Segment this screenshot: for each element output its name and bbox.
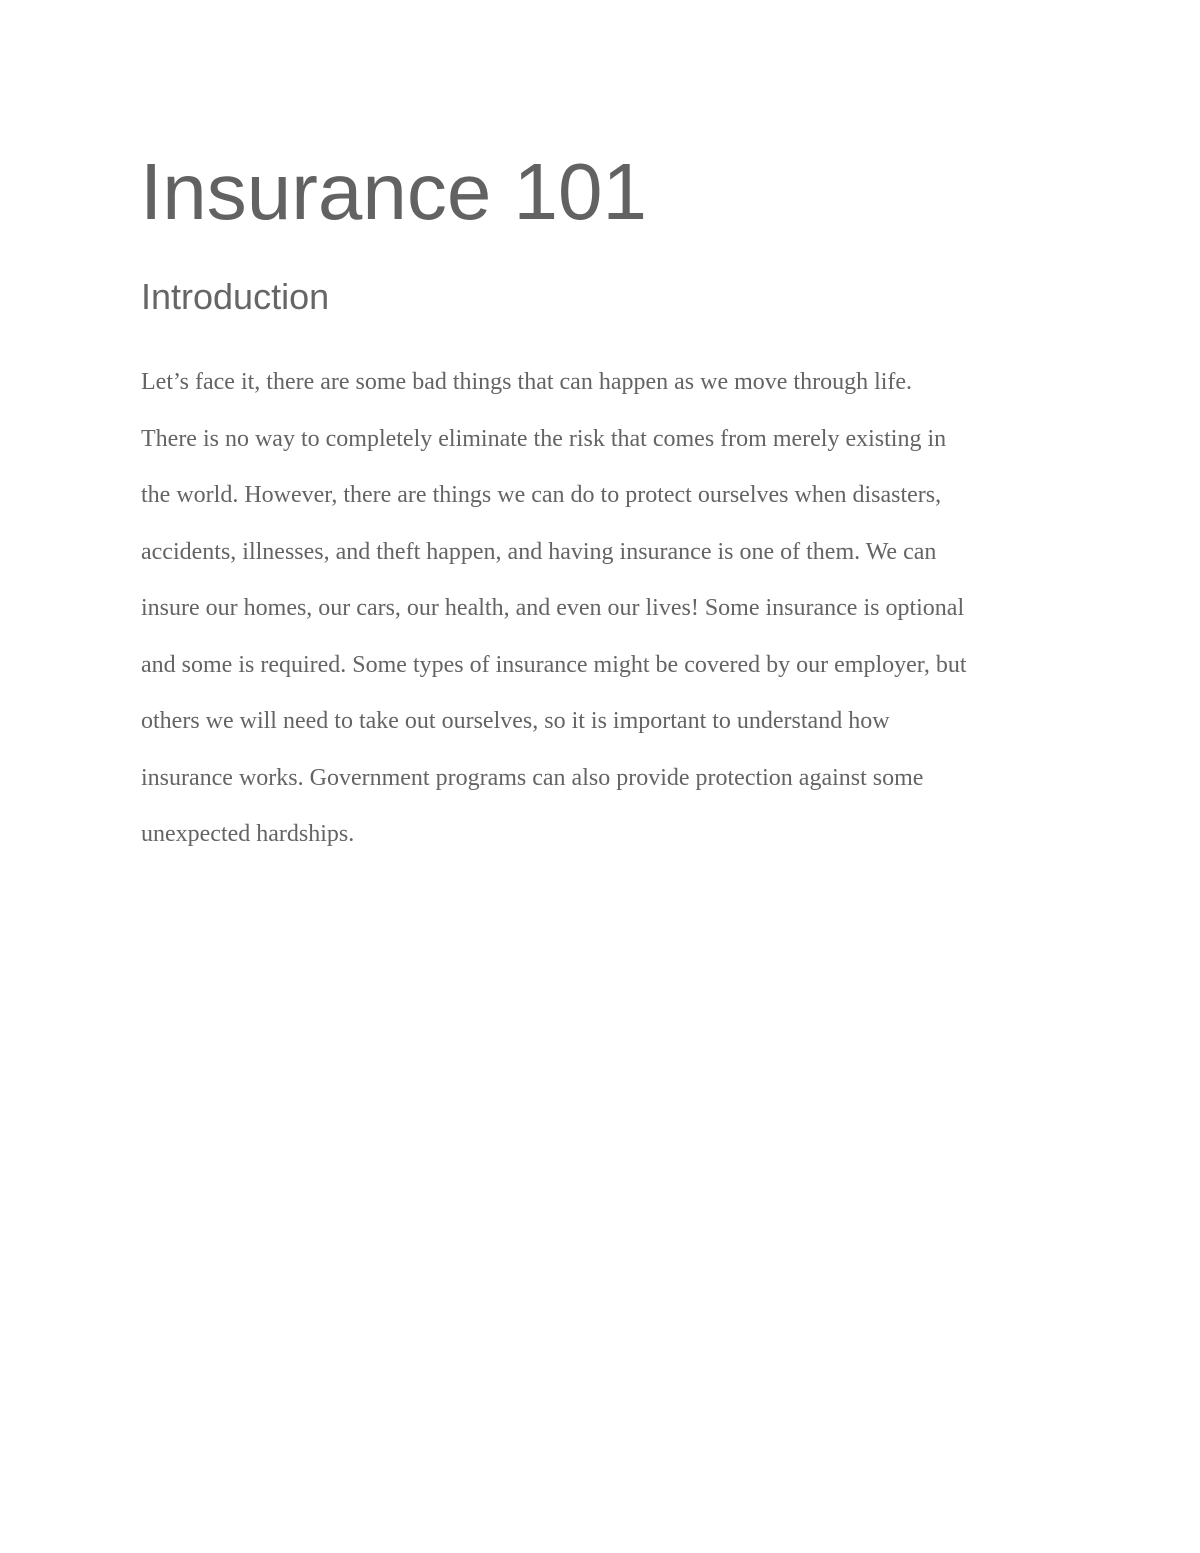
introduction-paragraph bbox=[141, 364, 1071, 873]
paragraph-line: unexpected hardships. bbox=[141, 821, 355, 847]
paragraph-line: insure our homes, our cars, our health, and even our lives! Some insurance is optional bbox=[141, 595, 965, 621]
page-title: Insurance 101 bbox=[140, 147, 648, 236]
paragraph-line: others we will need to take out ourselves, so it is important to understand how bbox=[141, 708, 890, 734]
paragraph-line: insurance works. Government programs can also provide protection against some bbox=[141, 764, 924, 791]
paragraph-line: Let’s face it, there are some bad things that can happen as we move through life. bbox=[141, 369, 913, 395]
paragraph-line: the world. However, there are things we can do to protect ourselves when disasters, bbox=[141, 482, 942, 508]
paragraph-line: and some is required. Some types of insurance might be covered by our employer, but bbox=[141, 651, 967, 678]
paragraph-line: accidents, illnesses, and theft happen, and having insurance is one of them. We can bbox=[141, 538, 937, 565]
section-heading-introduction: Introduction bbox=[141, 276, 330, 317]
paragraph-line: There is no way to completely eliminate the risk that comes from merely existing in bbox=[141, 425, 947, 452]
